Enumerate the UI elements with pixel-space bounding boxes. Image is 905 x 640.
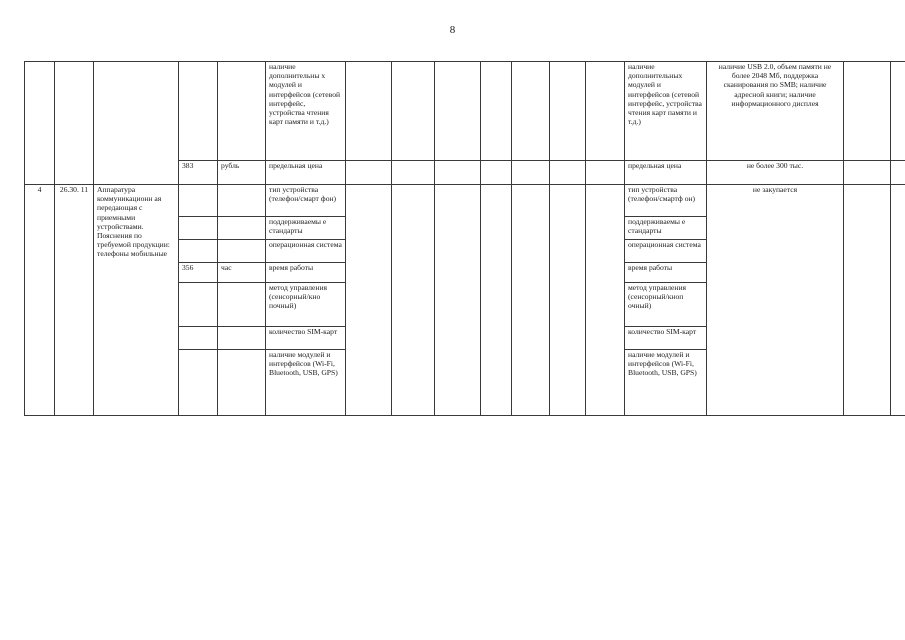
empty-cell [550, 62, 586, 161]
empty-cell [435, 185, 481, 416]
empty-cell [586, 185, 625, 416]
okei-code-cell [179, 350, 218, 416]
empty-cell [512, 62, 550, 161]
okei-code-cell [179, 283, 218, 327]
unit-cell: рубль [218, 161, 266, 185]
empty-cell [392, 62, 435, 161]
empty-cell [844, 62, 891, 161]
unit-cell [218, 240, 266, 263]
item-number-cell: 4 [25, 185, 55, 416]
empty-cell [481, 185, 512, 416]
okei-code-cell: 356 [179, 263, 218, 283]
empty-cell [94, 62, 179, 185]
characteristic-value-cell: наличие USB 2.0, объем памяти не более 2048 Мб, поддержка сканирования по SMB; наличие адресной книги; наличие информационного дисплея [707, 62, 844, 161]
characteristic-name-cell: поддерживаемы е стандарты [625, 217, 707, 240]
empty-cell [346, 185, 392, 416]
empty-cell [179, 62, 218, 161]
okei-code-cell [179, 217, 218, 240]
empty-cell [481, 62, 512, 161]
characteristic-name-cell: поддерживаемы е стандарты [266, 217, 346, 240]
okei-code-cell: 383 [179, 161, 218, 185]
empty-cell [346, 161, 392, 185]
characteristic-name-cell: наличие дополнительны х модулей и интерфейсов (сетевой интерфейс, устройства чтения карт памяти и т.д.) [266, 62, 346, 161]
page-number: 8 [449, 24, 456, 36]
unit-cell [218, 350, 266, 416]
table-row [25, 185, 905, 217]
requirements-table [24, 61, 905, 416]
empty-cell [844, 161, 891, 185]
empty-cell [435, 161, 481, 185]
characteristic-name-cell: наличие модулей и интерфейсов (Wi-Fi, Bluetooth, USB, GPS) [266, 350, 346, 416]
empty-cell [891, 62, 905, 161]
characteristic-name-cell: тип устройства (телефон/смарт фон) [266, 185, 346, 217]
empty-cell [512, 161, 550, 185]
characteristic-name-cell: количество SIM-карт [625, 327, 707, 350]
okei-code-cell [179, 240, 218, 263]
okpd-code-cell: 26.30. 11 [55, 185, 94, 416]
characteristic-name-cell: время работы [266, 263, 346, 283]
empty-cell [218, 62, 266, 161]
empty-cell [550, 161, 586, 185]
characteristic-value-cell: не более 300 тыс. [707, 161, 844, 185]
characteristic-name-cell: метод управления (сенсорный/кно почный) [266, 283, 346, 327]
empty-cell [25, 62, 55, 185]
item-description-cell: Аппаратура коммуникационн ая передающая с приемными устройствами. Пояснения по требуемой продукции: телефоны мобильные [94, 185, 179, 416]
okei-code-cell [179, 185, 218, 217]
empty-cell [550, 185, 586, 416]
unit-cell [218, 217, 266, 240]
characteristic-name-cell: наличие модулей и интерфейсов (Wi-Fi, Bluetooth, USB, GPS) [625, 350, 707, 416]
characteristic-name-cell: операционная система [266, 240, 346, 263]
empty-cell [346, 62, 392, 161]
empty-cell [844, 185, 891, 416]
empty-cell [55, 62, 94, 185]
empty-cell [891, 161, 905, 185]
okei-code-cell [179, 327, 218, 350]
empty-cell [512, 185, 550, 416]
unit-cell [218, 185, 266, 217]
characteristic-name-cell: предельная цена [625, 161, 707, 185]
table-row [25, 62, 905, 161]
empty-cell [392, 161, 435, 185]
empty-cell [586, 161, 625, 185]
characteristic-name-cell: предельная цена [266, 161, 346, 185]
empty-cell [586, 62, 625, 161]
empty-cell [481, 161, 512, 185]
characteristic-name-cell: наличие дополнительных модулей и интерфейсов (сетевой интерфейс, устройства чтения карт памяти и т.д.) [625, 62, 707, 161]
unit-cell [218, 283, 266, 327]
characteristic-name-cell: время работы [625, 263, 707, 283]
empty-cell [392, 185, 435, 416]
empty-cell [435, 62, 481, 161]
note-cell: не закупается [707, 185, 844, 416]
characteristic-name-cell: операционная система [625, 240, 707, 263]
empty-cell [891, 185, 905, 416]
unit-cell [218, 327, 266, 350]
characteristic-name-cell: тип устройства (телефон/смартф он) [625, 185, 707, 217]
unit-cell: час [218, 263, 266, 283]
characteristic-name-cell: количество SIM-карт [266, 327, 346, 350]
characteristic-name-cell: метод управления (сенсорный/кноп очный) [625, 283, 707, 327]
